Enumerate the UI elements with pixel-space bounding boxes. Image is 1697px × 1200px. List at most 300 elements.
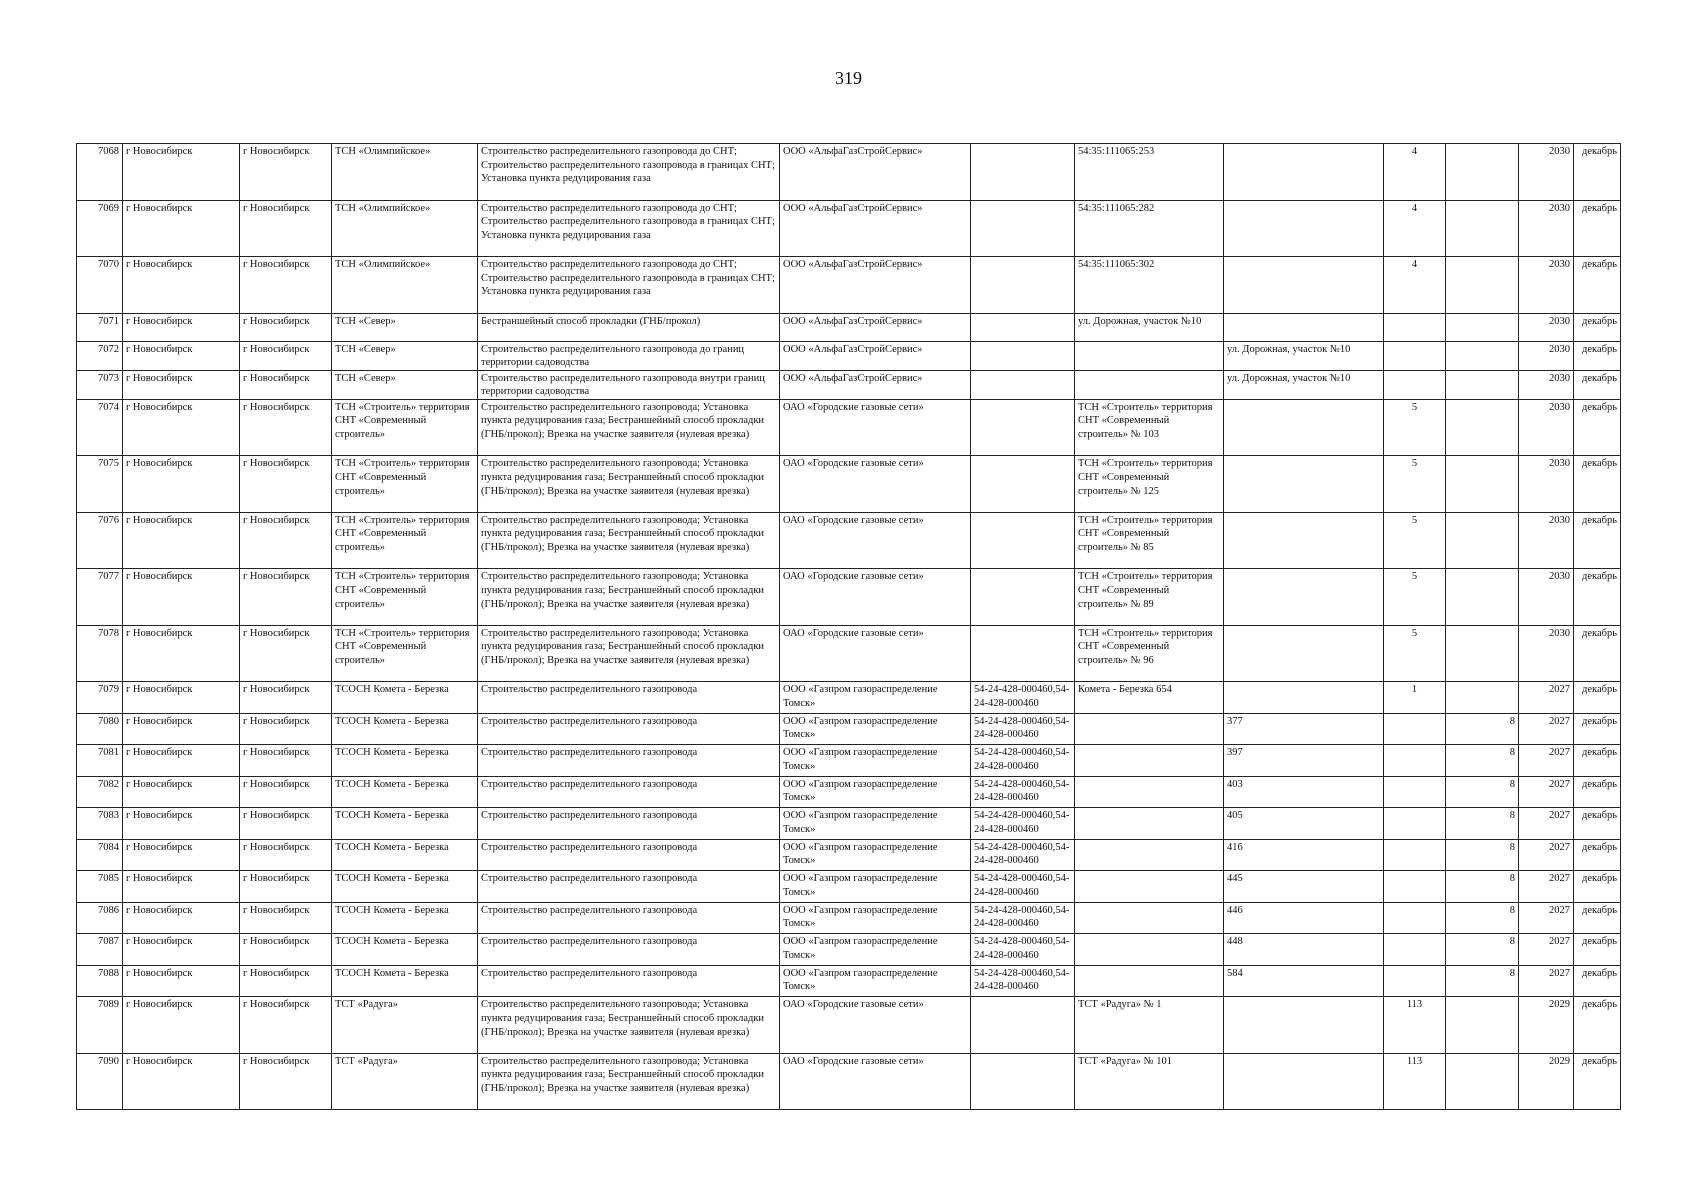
work-description-cell: Строительство распределительного газопровода	[478, 745, 780, 777]
table-row	[77, 776, 1621, 808]
cadastral-cell	[1075, 745, 1224, 777]
quantity-cell	[1384, 965, 1446, 997]
district-cell: г Новосибирск	[123, 144, 240, 201]
work-description-cell: Строительство распределительного газопровода; Установка пункта редуцирования газа; Бестраншейный способ прокладки (ГНБ/прокол); Врезка на участке заявителя (нулевая врезка)	[478, 456, 780, 513]
registry-number-cell	[971, 456, 1075, 513]
row-number-cell: 7072	[77, 341, 123, 370]
count-cell	[1446, 200, 1519, 257]
organization-cell: ОАО «Городские газовые сети»	[780, 569, 971, 626]
registry-number-cell	[971, 341, 1075, 370]
address-cell: 403	[1224, 776, 1384, 808]
object-name-cell: ТСН «Строитель» территория СНТ «Современный строитель»	[332, 625, 478, 682]
month-cell: декабрь	[1574, 399, 1621, 456]
quantity-cell: 4	[1384, 144, 1446, 201]
quantity-cell: 1	[1384, 682, 1446, 714]
row-number-cell: 7086	[77, 902, 123, 934]
year-cell: 2027	[1519, 682, 1574, 714]
cadastral-cell	[1075, 341, 1224, 370]
organization-cell: ООО «Газпром газораспределение Томск»	[780, 871, 971, 903]
cadastral-cell	[1075, 965, 1224, 997]
object-name-cell: ТСОСН Комета - Березка	[332, 808, 478, 840]
organization-cell: ООО «Газпром газораспределение Томск»	[780, 745, 971, 777]
table-row	[77, 997, 1621, 1054]
address-cell	[1224, 1053, 1384, 1110]
cadastral-cell	[1075, 871, 1224, 903]
city-cell: г Новосибирск	[240, 341, 332, 370]
object-name-cell: ТСОСН Комета - Березка	[332, 776, 478, 808]
row-number-cell: 7090	[77, 1053, 123, 1110]
district-cell: г Новосибирск	[123, 370, 240, 399]
year-cell: 2030	[1519, 257, 1574, 314]
year-cell: 2030	[1519, 399, 1574, 456]
work-description-cell: Строительство распределительного газопровода	[478, 776, 780, 808]
year-cell: 2027	[1519, 871, 1574, 903]
district-cell: г Новосибирск	[123, 997, 240, 1054]
object-name-cell: ТСН «Олимпийское»	[332, 257, 478, 314]
quantity-cell	[1384, 341, 1446, 370]
district-cell: г Новосибирск	[123, 871, 240, 903]
count-cell: 8	[1446, 839, 1519, 871]
quantity-cell: 113	[1384, 1053, 1446, 1110]
city-cell: г Новосибирск	[240, 569, 332, 626]
registry-number-cell: 54-24-428-000460,54-24-428-000460	[971, 871, 1075, 903]
cadastral-cell	[1075, 934, 1224, 966]
month-cell: декабрь	[1574, 370, 1621, 399]
registry-number-cell: 54-24-428-000460,54-24-428-000460	[971, 745, 1075, 777]
quantity-cell: 5	[1384, 399, 1446, 456]
quantity-cell	[1384, 808, 1446, 840]
quantity-cell	[1384, 902, 1446, 934]
work-description-cell: Строительство распределительного газопровода; Установка пункта редуцирования газа; Бестраншейный способ прокладки (ГНБ/прокол); Врезка на участке заявителя (нулевая врезка)	[478, 512, 780, 569]
month-cell: декабрь	[1574, 313, 1621, 341]
registry-number-cell: 54-24-428-000460,54-24-428-000460	[971, 934, 1075, 966]
registry-number-cell	[971, 313, 1075, 341]
organization-cell: ООО «АльфаГазСтройСервис»	[780, 370, 971, 399]
organization-cell: ОАО «Городские газовые сети»	[780, 625, 971, 682]
row-number-cell: 7069	[77, 200, 123, 257]
city-cell: г Новосибирск	[240, 625, 332, 682]
cadastral-cell: ул. Дорожная, участок №10	[1075, 313, 1224, 341]
work-description-cell: Строительство распределительного газопровода	[478, 713, 780, 745]
table-row	[77, 745, 1621, 777]
quantity-cell: 5	[1384, 456, 1446, 513]
object-name-cell: ТСОСН Комета - Березка	[332, 965, 478, 997]
registry-number-cell: 54-24-428-000460,54-24-428-000460	[971, 713, 1075, 745]
address-cell	[1224, 200, 1384, 257]
month-cell: декабрь	[1574, 839, 1621, 871]
work-description-cell: Строительство распределительного газопровода до СНТ; Строительство распределительного газопровода в границах СНТ; Установка пункта редуцирования газа	[478, 257, 780, 314]
quantity-cell	[1384, 745, 1446, 777]
object-name-cell: ТСОСН Комета - Березка	[332, 934, 478, 966]
address-cell	[1224, 569, 1384, 626]
row-number-cell: 7082	[77, 776, 123, 808]
city-cell: г Новосибирск	[240, 713, 332, 745]
table-row	[77, 200, 1621, 257]
address-cell: 405	[1224, 808, 1384, 840]
registry-number-cell: 54-24-428-000460,54-24-428-000460	[971, 682, 1075, 714]
work-description-cell: Строительство распределительного газопровода	[478, 839, 780, 871]
table-row	[77, 934, 1621, 966]
district-cell: г Новосибирск	[123, 965, 240, 997]
cadastral-cell: ТСН «Строитель» территория СНТ «Современный строитель» № 89	[1075, 569, 1224, 626]
registry-number-cell: 54-24-428-000460,54-24-428-000460	[971, 776, 1075, 808]
address-cell	[1224, 625, 1384, 682]
cadastral-cell	[1075, 839, 1224, 871]
table-row	[77, 456, 1621, 513]
address-cell	[1224, 456, 1384, 513]
count-cell	[1446, 512, 1519, 569]
row-number-cell: 7075	[77, 456, 123, 513]
object-name-cell: ТСН «Олимпийское»	[332, 144, 478, 201]
registry-number-cell	[971, 512, 1075, 569]
month-cell: декабрь	[1574, 934, 1621, 966]
work-description-cell: Строительство распределительного газопровода до границ территории садоводства	[478, 341, 780, 370]
count-cell: 8	[1446, 745, 1519, 777]
organization-cell: ООО «Газпром газораспределение Томск»	[780, 934, 971, 966]
year-cell: 2030	[1519, 144, 1574, 201]
year-cell: 2027	[1519, 776, 1574, 808]
quantity-cell: 5	[1384, 569, 1446, 626]
row-number-cell: 7074	[77, 399, 123, 456]
table-row	[77, 625, 1621, 682]
count-cell: 8	[1446, 713, 1519, 745]
quantity-cell	[1384, 313, 1446, 341]
organization-cell: ООО «АльфаГазСтройСервис»	[780, 257, 971, 314]
month-cell: декабрь	[1574, 341, 1621, 370]
row-number-cell: 7088	[77, 965, 123, 997]
year-cell: 2029	[1519, 1053, 1574, 1110]
month-cell: декабрь	[1574, 808, 1621, 840]
table-row	[77, 512, 1621, 569]
district-cell: г Новосибирск	[123, 745, 240, 777]
quantity-cell	[1384, 776, 1446, 808]
city-cell: г Новосибирск	[240, 512, 332, 569]
work-description-cell: Строительство распределительного газопровода внутри границ территории садоводства	[478, 370, 780, 399]
address-cell	[1224, 313, 1384, 341]
address-cell: ул. Дорожная, участок №10	[1224, 341, 1384, 370]
object-name-cell: ТСОСН Комета - Березка	[332, 902, 478, 934]
object-name-cell: ТСОСН Комета - Березка	[332, 713, 478, 745]
year-cell: 2030	[1519, 370, 1574, 399]
address-cell: 445	[1224, 871, 1384, 903]
organization-cell: ООО «АльфаГазСтройСервис»	[780, 144, 971, 201]
table-row	[77, 341, 1621, 370]
city-cell: г Новосибирск	[240, 808, 332, 840]
cadastral-cell	[1075, 713, 1224, 745]
organization-cell: ОАО «Городские газовые сети»	[780, 512, 971, 569]
object-name-cell: ТСОСН Комета - Березка	[332, 745, 478, 777]
year-cell: 2030	[1519, 625, 1574, 682]
year-cell: 2029	[1519, 997, 1574, 1054]
quantity-cell: 4	[1384, 257, 1446, 314]
address-cell	[1224, 997, 1384, 1054]
table-row	[77, 871, 1621, 903]
work-description-cell: Строительство распределительного газопровода; Установка пункта редуцирования газа; Бестраншейный способ прокладки (ГНБ/прокол); Врезка на участке заявителя (нулевая врезка)	[478, 625, 780, 682]
district-cell: г Новосибирск	[123, 569, 240, 626]
work-description-cell: Строительство распределительного газопровода	[478, 871, 780, 903]
organization-cell: ОАО «Городские газовые сети»	[780, 1053, 971, 1110]
city-cell: г Новосибирск	[240, 144, 332, 201]
work-description-cell: Строительство распределительного газопровода; Установка пункта редуцирования газа; Бестраншейный способ прокладки (ГНБ/прокол); Врезка на участке заявителя (нулевая врезка)	[478, 997, 780, 1054]
row-number-cell: 7077	[77, 569, 123, 626]
count-cell: 8	[1446, 776, 1519, 808]
table-row	[77, 713, 1621, 745]
count-cell	[1446, 625, 1519, 682]
month-cell: декабрь	[1574, 871, 1621, 903]
object-name-cell: ТСОСН Комета - Березка	[332, 682, 478, 714]
row-number-cell: 7070	[77, 257, 123, 314]
district-cell: г Новосибирск	[123, 341, 240, 370]
district-cell: г Новосибирск	[123, 839, 240, 871]
count-cell	[1446, 257, 1519, 314]
month-cell: декабрь	[1574, 682, 1621, 714]
year-cell: 2030	[1519, 569, 1574, 626]
address-cell: 377	[1224, 713, 1384, 745]
address-cell: 446	[1224, 902, 1384, 934]
table-row	[77, 682, 1621, 714]
district-cell: г Новосибирск	[123, 512, 240, 569]
organization-cell: ООО «Газпром газораспределение Томск»	[780, 776, 971, 808]
district-cell: г Новосибирск	[123, 682, 240, 714]
object-name-cell: ТСН «Строитель» территория СНТ «Современный строитель»	[332, 456, 478, 513]
row-number-cell: 7089	[77, 997, 123, 1054]
registry-number-cell	[971, 569, 1075, 626]
address-cell	[1224, 144, 1384, 201]
district-cell: г Новосибирск	[123, 1053, 240, 1110]
district-cell: г Новосибирск	[123, 625, 240, 682]
quantity-cell	[1384, 713, 1446, 745]
year-cell: 2030	[1519, 313, 1574, 341]
district-cell: г Новосибирск	[123, 808, 240, 840]
organization-cell: ОАО «Городские газовые сети»	[780, 997, 971, 1054]
work-description-cell: Строительство распределительного газопровода; Установка пункта редуцирования газа; Бестраншейный способ прокладки (ГНБ/прокол); Врезка на участке заявителя (нулевая врезка)	[478, 569, 780, 626]
work-description-cell: Бестраншейный способ прокладки (ГНБ/прокол)	[478, 313, 780, 341]
count-cell	[1446, 997, 1519, 1054]
address-cell	[1224, 257, 1384, 314]
month-cell: декабрь	[1574, 512, 1621, 569]
city-cell: г Новосибирск	[240, 902, 332, 934]
work-description-cell: Строительство распределительного газопровода; Установка пункта редуцирования газа; Бестраншейный способ прокладки (ГНБ/прокол); Врезка на участке заявителя (нулевая врезка)	[478, 1053, 780, 1110]
count-cell	[1446, 370, 1519, 399]
table-row	[77, 839, 1621, 871]
month-cell: декабрь	[1574, 776, 1621, 808]
organization-cell: ООО «Газпром газораспределение Томск»	[780, 682, 971, 714]
row-number-cell: 7073	[77, 370, 123, 399]
registry-number-cell	[971, 399, 1075, 456]
count-cell: 8	[1446, 965, 1519, 997]
year-cell: 2027	[1519, 934, 1574, 966]
object-name-cell: ТСОСН Комета - Березка	[332, 871, 478, 903]
registry-number-cell	[971, 257, 1075, 314]
address-cell: ул. Дорожная, участок №10	[1224, 370, 1384, 399]
registry-number-cell	[971, 625, 1075, 682]
quantity-cell	[1384, 370, 1446, 399]
table-row	[77, 313, 1621, 341]
month-cell: декабрь	[1574, 745, 1621, 777]
month-cell: декабрь	[1574, 1053, 1621, 1110]
city-cell: г Новосибирск	[240, 682, 332, 714]
organization-cell: ООО «Газпром газораспределение Томск»	[780, 713, 971, 745]
district-cell: г Новосибирск	[123, 456, 240, 513]
registry-number-cell	[971, 1053, 1075, 1110]
cadastral-cell: ТСН «Строитель» территория СНТ «Современный строитель» № 103	[1075, 399, 1224, 456]
count-cell	[1446, 341, 1519, 370]
month-cell: декабрь	[1574, 902, 1621, 934]
city-cell: г Новосибирск	[240, 965, 332, 997]
registry-number-cell	[971, 200, 1075, 257]
district-cell: г Новосибирск	[123, 200, 240, 257]
organization-cell: ООО «Газпром газораспределение Томск»	[780, 965, 971, 997]
cadastral-cell	[1075, 776, 1224, 808]
count-cell	[1446, 456, 1519, 513]
year-cell: 2027	[1519, 839, 1574, 871]
cadastral-cell	[1075, 902, 1224, 934]
organization-cell: ОАО «Городские газовые сети»	[780, 456, 971, 513]
count-cell: 8	[1446, 934, 1519, 966]
month-cell: декабрь	[1574, 200, 1621, 257]
count-cell	[1446, 569, 1519, 626]
district-cell: г Новосибирск	[123, 776, 240, 808]
address-cell	[1224, 399, 1384, 456]
city-cell: г Новосибирск	[240, 776, 332, 808]
row-number-cell: 7080	[77, 713, 123, 745]
address-cell: 416	[1224, 839, 1384, 871]
object-name-cell: ТСТ «Радуга»	[332, 1053, 478, 1110]
organization-cell: ООО «Газпром газораспределение Томск»	[780, 902, 971, 934]
row-number-cell: 7083	[77, 808, 123, 840]
district-cell: г Новосибирск	[123, 313, 240, 341]
year-cell: 2030	[1519, 200, 1574, 257]
row-number-cell: 7068	[77, 144, 123, 201]
work-description-cell: Строительство распределительного газопровода	[478, 902, 780, 934]
year-cell: 2030	[1519, 512, 1574, 569]
city-cell: г Новосибирск	[240, 839, 332, 871]
cadastral-cell: ТСТ «Радуга» № 1	[1075, 997, 1224, 1054]
count-cell	[1446, 682, 1519, 714]
table-row	[77, 144, 1621, 201]
object-name-cell: ТСН «Север»	[332, 313, 478, 341]
work-description-cell: Строительство распределительного газопровода до СНТ; Строительство распределительного газопровода в границах СНТ; Установка пункта редуцирования газа	[478, 144, 780, 201]
month-cell: декабрь	[1574, 456, 1621, 513]
object-name-cell: ТСОСН Комета - Березка	[332, 839, 478, 871]
month-cell: декабрь	[1574, 569, 1621, 626]
quantity-cell	[1384, 871, 1446, 903]
quantity-cell: 5	[1384, 512, 1446, 569]
month-cell: декабрь	[1574, 144, 1621, 201]
quantity-cell	[1384, 934, 1446, 966]
quantity-cell: 4	[1384, 200, 1446, 257]
cadastral-cell: ТСН «Строитель» территория СНТ «Современный строитель» № 125	[1075, 456, 1224, 513]
city-cell: г Новосибирск	[240, 745, 332, 777]
table-row	[77, 257, 1621, 314]
city-cell: г Новосибирск	[240, 399, 332, 456]
district-cell: г Новосибирск	[123, 902, 240, 934]
row-number-cell: 7085	[77, 871, 123, 903]
registry-number-cell: 54-24-428-000460,54-24-428-000460	[971, 839, 1075, 871]
city-cell: г Новосибирск	[240, 871, 332, 903]
count-cell	[1446, 313, 1519, 341]
registry-number-cell	[971, 370, 1075, 399]
registry-number-cell: 54-24-428-000460,54-24-428-000460	[971, 808, 1075, 840]
district-cell: г Новосибирск	[123, 713, 240, 745]
month-cell: декабрь	[1574, 625, 1621, 682]
month-cell: декабрь	[1574, 257, 1621, 314]
organization-cell: ООО «Газпром газораспределение Томск»	[780, 808, 971, 840]
year-cell: 2027	[1519, 965, 1574, 997]
cadastral-cell: ТСТ «Радуга» № 101	[1075, 1053, 1224, 1110]
count-cell: 8	[1446, 808, 1519, 840]
row-number-cell: 7081	[77, 745, 123, 777]
count-cell: 8	[1446, 902, 1519, 934]
object-name-cell: ТСН «Север»	[332, 370, 478, 399]
district-cell: г Новосибирск	[123, 257, 240, 314]
district-cell: г Новосибирск	[123, 399, 240, 456]
cadastral-cell	[1075, 370, 1224, 399]
work-description-cell: Строительство распределительного газопровода	[478, 682, 780, 714]
table-row	[77, 399, 1621, 456]
gasification-table	[76, 143, 1621, 1110]
object-name-cell: ТСТ «Радуга»	[332, 997, 478, 1054]
table-row	[77, 808, 1621, 840]
quantity-cell: 5	[1384, 625, 1446, 682]
month-cell: декабрь	[1574, 997, 1621, 1054]
year-cell: 2027	[1519, 902, 1574, 934]
month-cell: декабрь	[1574, 965, 1621, 997]
object-name-cell: ТСН «Север»	[332, 341, 478, 370]
year-cell: 2027	[1519, 713, 1574, 745]
year-cell: 2027	[1519, 808, 1574, 840]
row-number-cell: 7079	[77, 682, 123, 714]
registry-number-cell: 54-24-428-000460,54-24-428-000460	[971, 902, 1075, 934]
organization-cell: ООО «АльфаГазСтройСервис»	[780, 200, 971, 257]
table-row	[77, 965, 1621, 997]
cadastral-cell	[1075, 808, 1224, 840]
registry-number-cell	[971, 144, 1075, 201]
quantity-cell: 113	[1384, 997, 1446, 1054]
address-cell: 448	[1224, 934, 1384, 966]
row-number-cell: 7084	[77, 839, 123, 871]
city-cell: г Новосибирск	[240, 257, 332, 314]
organization-cell: ОАО «Городские газовые сети»	[780, 399, 971, 456]
row-number-cell: 7087	[77, 934, 123, 966]
city-cell: г Новосибирск	[240, 997, 332, 1054]
city-cell: г Новосибирск	[240, 313, 332, 341]
count-cell	[1446, 1053, 1519, 1110]
organization-cell: ООО «Газпром газораспределение Томск»	[780, 839, 971, 871]
cadastral-cell: 54:35:111065:282	[1075, 200, 1224, 257]
count-cell	[1446, 144, 1519, 201]
row-number-cell: 7071	[77, 313, 123, 341]
count-cell	[1446, 399, 1519, 456]
table-body	[77, 144, 1621, 1110]
city-cell: г Новосибирск	[240, 1053, 332, 1110]
cadastral-cell: 54:35:111065:302	[1075, 257, 1224, 314]
year-cell: 2027	[1519, 745, 1574, 777]
address-cell	[1224, 682, 1384, 714]
work-description-cell: Строительство распределительного газопровода	[478, 934, 780, 966]
table-row	[77, 370, 1621, 399]
organization-cell: ООО «АльфаГазСтройСервис»	[780, 313, 971, 341]
work-description-cell: Строительство распределительного газопровода до СНТ; Строительство распределительного газопровода в границах СНТ; Установка пункта редуцирования газа	[478, 200, 780, 257]
address-cell: 584	[1224, 965, 1384, 997]
registry-number-cell	[971, 997, 1075, 1054]
year-cell: 2030	[1519, 341, 1574, 370]
registry-number-cell: 54-24-428-000460,54-24-428-000460	[971, 965, 1075, 997]
object-name-cell: ТСН «Строитель» территория СНТ «Современный строитель»	[332, 512, 478, 569]
organization-cell: ООО «АльфаГазСтройСервис»	[780, 341, 971, 370]
address-cell: 397	[1224, 745, 1384, 777]
city-cell: г Новосибирск	[240, 370, 332, 399]
